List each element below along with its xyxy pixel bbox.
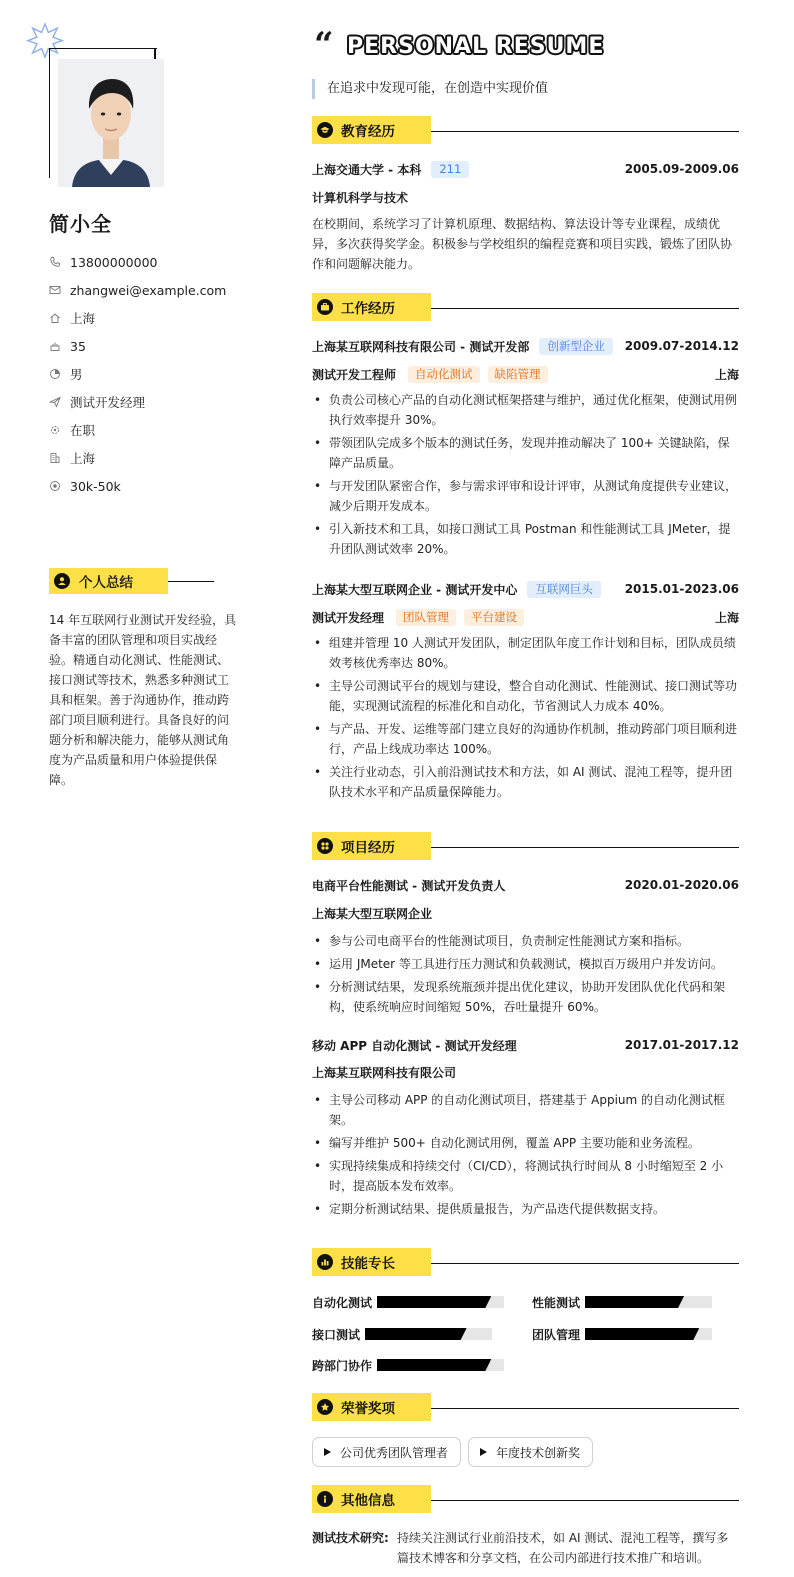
contact-info-list [49,248,249,500]
project-1-bullets [312,931,739,1020]
skill-bar-fill [585,1328,699,1340]
info-text: 测试开发经理 [70,395,146,410]
project-1-org-row [312,903,739,923]
job-2-header [312,579,739,599]
company-tag: 创新型企业 [539,338,613,355]
education-description: 在校期间，系统学习了计算机原理、数据结构、算法设计等专业课程，成绩优异，多次获得奖学金。积极参与学校组织的编程竞赛和项目实践，锻炼了团队协作和问题解决能力。 [312,217,733,271]
skill-bar [585,1296,712,1308]
work-section-header [312,293,739,321]
award-label: 公司优秀团队管理者 [340,1445,449,1460]
education-title: 教育经历 [341,124,395,140]
play-icon [478,1447,488,1457]
project-2-header [312,1035,739,1055]
project-period: 2017.01-2017.12 [624,1038,739,1052]
major-row [312,187,739,207]
info-gender [49,360,249,388]
list-item: • 组建并管理 10 人测试开发团队，制定团队年度工作计划和目标，团队成员绩效考核优秀率达 80%。 [312,633,739,673]
school-name: 上海交通大学 - 本科 [312,162,422,177]
building-icon [49,452,61,464]
job-1-header [312,336,739,356]
bar-chart-icon [317,1254,333,1270]
skill-name: 团队管理 [532,1327,581,1342]
info-home [49,304,249,332]
send-icon [49,396,61,408]
awards-title: 荣誉奖项 [341,1401,395,1417]
list-item: • 参与公司电商平台的性能测试项目，负责制定性能测试方案和指标。 [312,931,739,951]
skill-bar-fill [377,1359,491,1371]
info-text: zhangwei@example.com [70,282,227,298]
education-entry-row [312,159,739,179]
list-item: • 实现持续集成和持续交付（CI/CD），将测试执行时间从 8 小时缩短至 2 小时，提高版本发布效率。 [312,1156,739,1196]
info-text: 男 [70,367,83,382]
user-icon [54,573,70,589]
company-tag: 互联网巨头 [527,581,601,598]
info-text: 上海 [70,451,96,466]
project-name: 移动 APP 自动化测试 - 测试开发经理 [312,1038,517,1053]
other-text: 持续关注测试行业前沿技术，如 AI 测试、混沌工程等，撰写多篇技术博客和分享文档，在公司内部进行技术推广和培训。 [397,1531,729,1565]
info-age [49,332,249,360]
job-city: 上海 [714,610,739,625]
list-item: • 编写并维护 500+ 自动化测试用例，覆盖 APP 主要功能和业务流程。 [312,1133,739,1153]
award-chip [468,1437,593,1467]
other-title: 其他信息 [341,1493,395,1509]
grid-icon [317,838,333,854]
skill-name: 性能测试 [532,1295,581,1310]
skill-name: 跨部门协作 [312,1358,373,1373]
award-label: 年度技术创新奖 [496,1445,581,1460]
list-item: • 分析测试结果，发现系统瓶颈并提出优化建议，协助开发团队优化代码和架构，使系统响应时间缩短 50%，吞吐量提升 60%。 [312,977,739,1017]
profile-name: 简小全 [49,212,112,236]
info-text: 上海 [70,311,96,326]
list-item: • 带领团队完成多个版本的测试任务，发现并推动解决了 100+ 关键缺陷，保障产品质量。 [312,433,739,473]
skill-bar-fill [377,1296,491,1308]
job-period: 2015.01-2023.06 [624,582,739,596]
list-item: • 关注行业动态，引入前沿测试技术和方法，如 AI 测试、混沌工程等，提升团队技术水平和产品质量保障能力。 [312,762,739,802]
job-role: 测试开发经理 [312,610,385,625]
skill-name: 自动化测试 [312,1295,373,1310]
awards-section-header [312,1393,739,1421]
skills-section-header [312,1248,739,1276]
info-city [49,444,249,472]
education-section-header [312,116,739,144]
skill-item [312,1326,492,1342]
info-status [49,416,249,444]
info-phone [49,248,249,276]
info-text: 13800000000 [70,254,158,270]
project-1-header [312,875,739,895]
major: 计算机科学与技术 [312,190,409,205]
projects-title: 项目经历 [341,840,395,856]
job-city: 上海 [714,367,739,382]
job-2-bullets [312,633,739,805]
skill-bar [365,1328,492,1340]
skill-tag: 自动化测试 [408,366,480,383]
projects-section-header [312,832,739,860]
info-position [49,388,249,416]
skill-bar-fill [365,1328,467,1340]
skill-item [312,1294,504,1310]
skill-tag: 缺陷管理 [488,366,548,383]
info-salary [49,472,249,500]
list-item: • 定期分析测试结果、提供质量报告，为产品迭代提供数据支持。 [312,1199,739,1219]
summary-text: 14 年互联网行业测试开发经验，具备丰富的团队管理和项目实战经验。精通自动化测试、性能测试、接口测试等技术，熟悉多种测试工具和框架。善于沟通协作，推动跨部门项目顺利进行。具备良好的问题分析和解决能力，能够从测试角度为产品质量和用户体验提供保障。 [49,613,237,787]
summary-title: 个人总结 [79,575,133,591]
other-label: 测试技术研究: [312,1531,389,1545]
mail-icon [49,284,61,296]
work-title: 工作经历 [341,301,395,317]
home-icon [49,312,61,324]
project-org: 上海某大型互联网企业 [312,906,433,921]
info-text: 30k-50k [70,478,121,494]
skill-tag: 平台建设 [464,609,524,626]
job-role: 测试开发工程师 [312,367,397,382]
list-item: • 主导公司测试平台的规划与建设，整合自动化测试、性能测试、接口测试等功能，实现测试流程的标准化和自动化，节省测试人力成本 40%。 [312,676,739,716]
list-item: • 运用 JMeter 等工具进行压力测试和负载测试，模拟百万级用户并发访问。 [312,954,739,974]
award-icon [317,1399,333,1415]
award-chip [312,1437,461,1467]
skill-bar [377,1359,504,1371]
education-period: 2005.09-2009.06 [624,162,739,176]
list-item: • 与开发团队紧密合作，参与需求评审和设计评审，从测试角度提供专业建议，减少后期开发成本。 [312,476,739,516]
list-item: • 引入新技术和工具，如接口测试工具 Postman 和性能测试工具 JMeter，提升团队测试效率 20%。 [312,519,739,559]
skills-title: 技能专长 [341,1256,395,1272]
project-2-org-row [312,1062,739,1082]
info-email [49,276,249,304]
job-2-role-row [312,607,739,627]
info-text: 35 [70,338,86,354]
job-company: 上海某大型互联网企业 - 测试开发中心 [312,582,518,597]
project-period: 2020.01-2020.06 [624,878,739,892]
list-item: • 负责公司核心产品的自动化测试框架搭建与维护，通过优化框架，使测试用例执行效率提升 30%。 [312,390,739,430]
job-period: 2009.07-2014.12 [624,339,739,353]
job-1-bullets [312,390,739,562]
info-text: 在职 [70,423,96,438]
summary-section-header [49,568,214,594]
cake-icon [49,340,61,352]
play-icon [322,1447,332,1457]
skill-bar [585,1328,712,1340]
skill-bar [377,1296,504,1308]
profile-photo [58,59,164,187]
other-section-header [312,1485,739,1513]
project-2-bullets [312,1090,739,1222]
skill-bar-fill [585,1296,684,1308]
status-icon [49,424,61,436]
gender-icon [49,368,61,380]
list-item: • 主导公司移动 APP 的自动化测试项目，搭建基于 Appium 的自动化测试框架。 [312,1090,739,1130]
school-tag: 211 [431,161,469,178]
skill-name: 接口测试 [312,1327,361,1342]
phone-icon [49,256,61,268]
list-item: • 与产品、开发、运维等部门建立良好的沟通协作机制，推动跨部门项目顺利进行，产品上线成功率达 100%。 [312,719,739,759]
quote-mark: “ [314,25,334,65]
job-1-role-row [312,364,739,384]
skill-item [312,1357,504,1373]
project-org: 上海某互联网科技有限公司 [312,1065,457,1080]
skill-item [532,1294,712,1310]
graduation-cap-icon [317,122,333,138]
coin-icon [49,480,61,492]
skill-item [532,1326,712,1342]
briefcase-icon [317,299,333,315]
skill-tag: 团队管理 [396,609,456,626]
motto: 在追求中发现可能，在创造中实现价值 [312,79,548,99]
project-name: 电商平台性能测试 - 测试开发负责人 [312,878,506,893]
info-icon [317,1491,333,1507]
resume-title: PERSONAL RESUME [347,34,605,59]
job-company: 上海某互联网科技有限公司 - 测试开发部 [312,339,530,354]
